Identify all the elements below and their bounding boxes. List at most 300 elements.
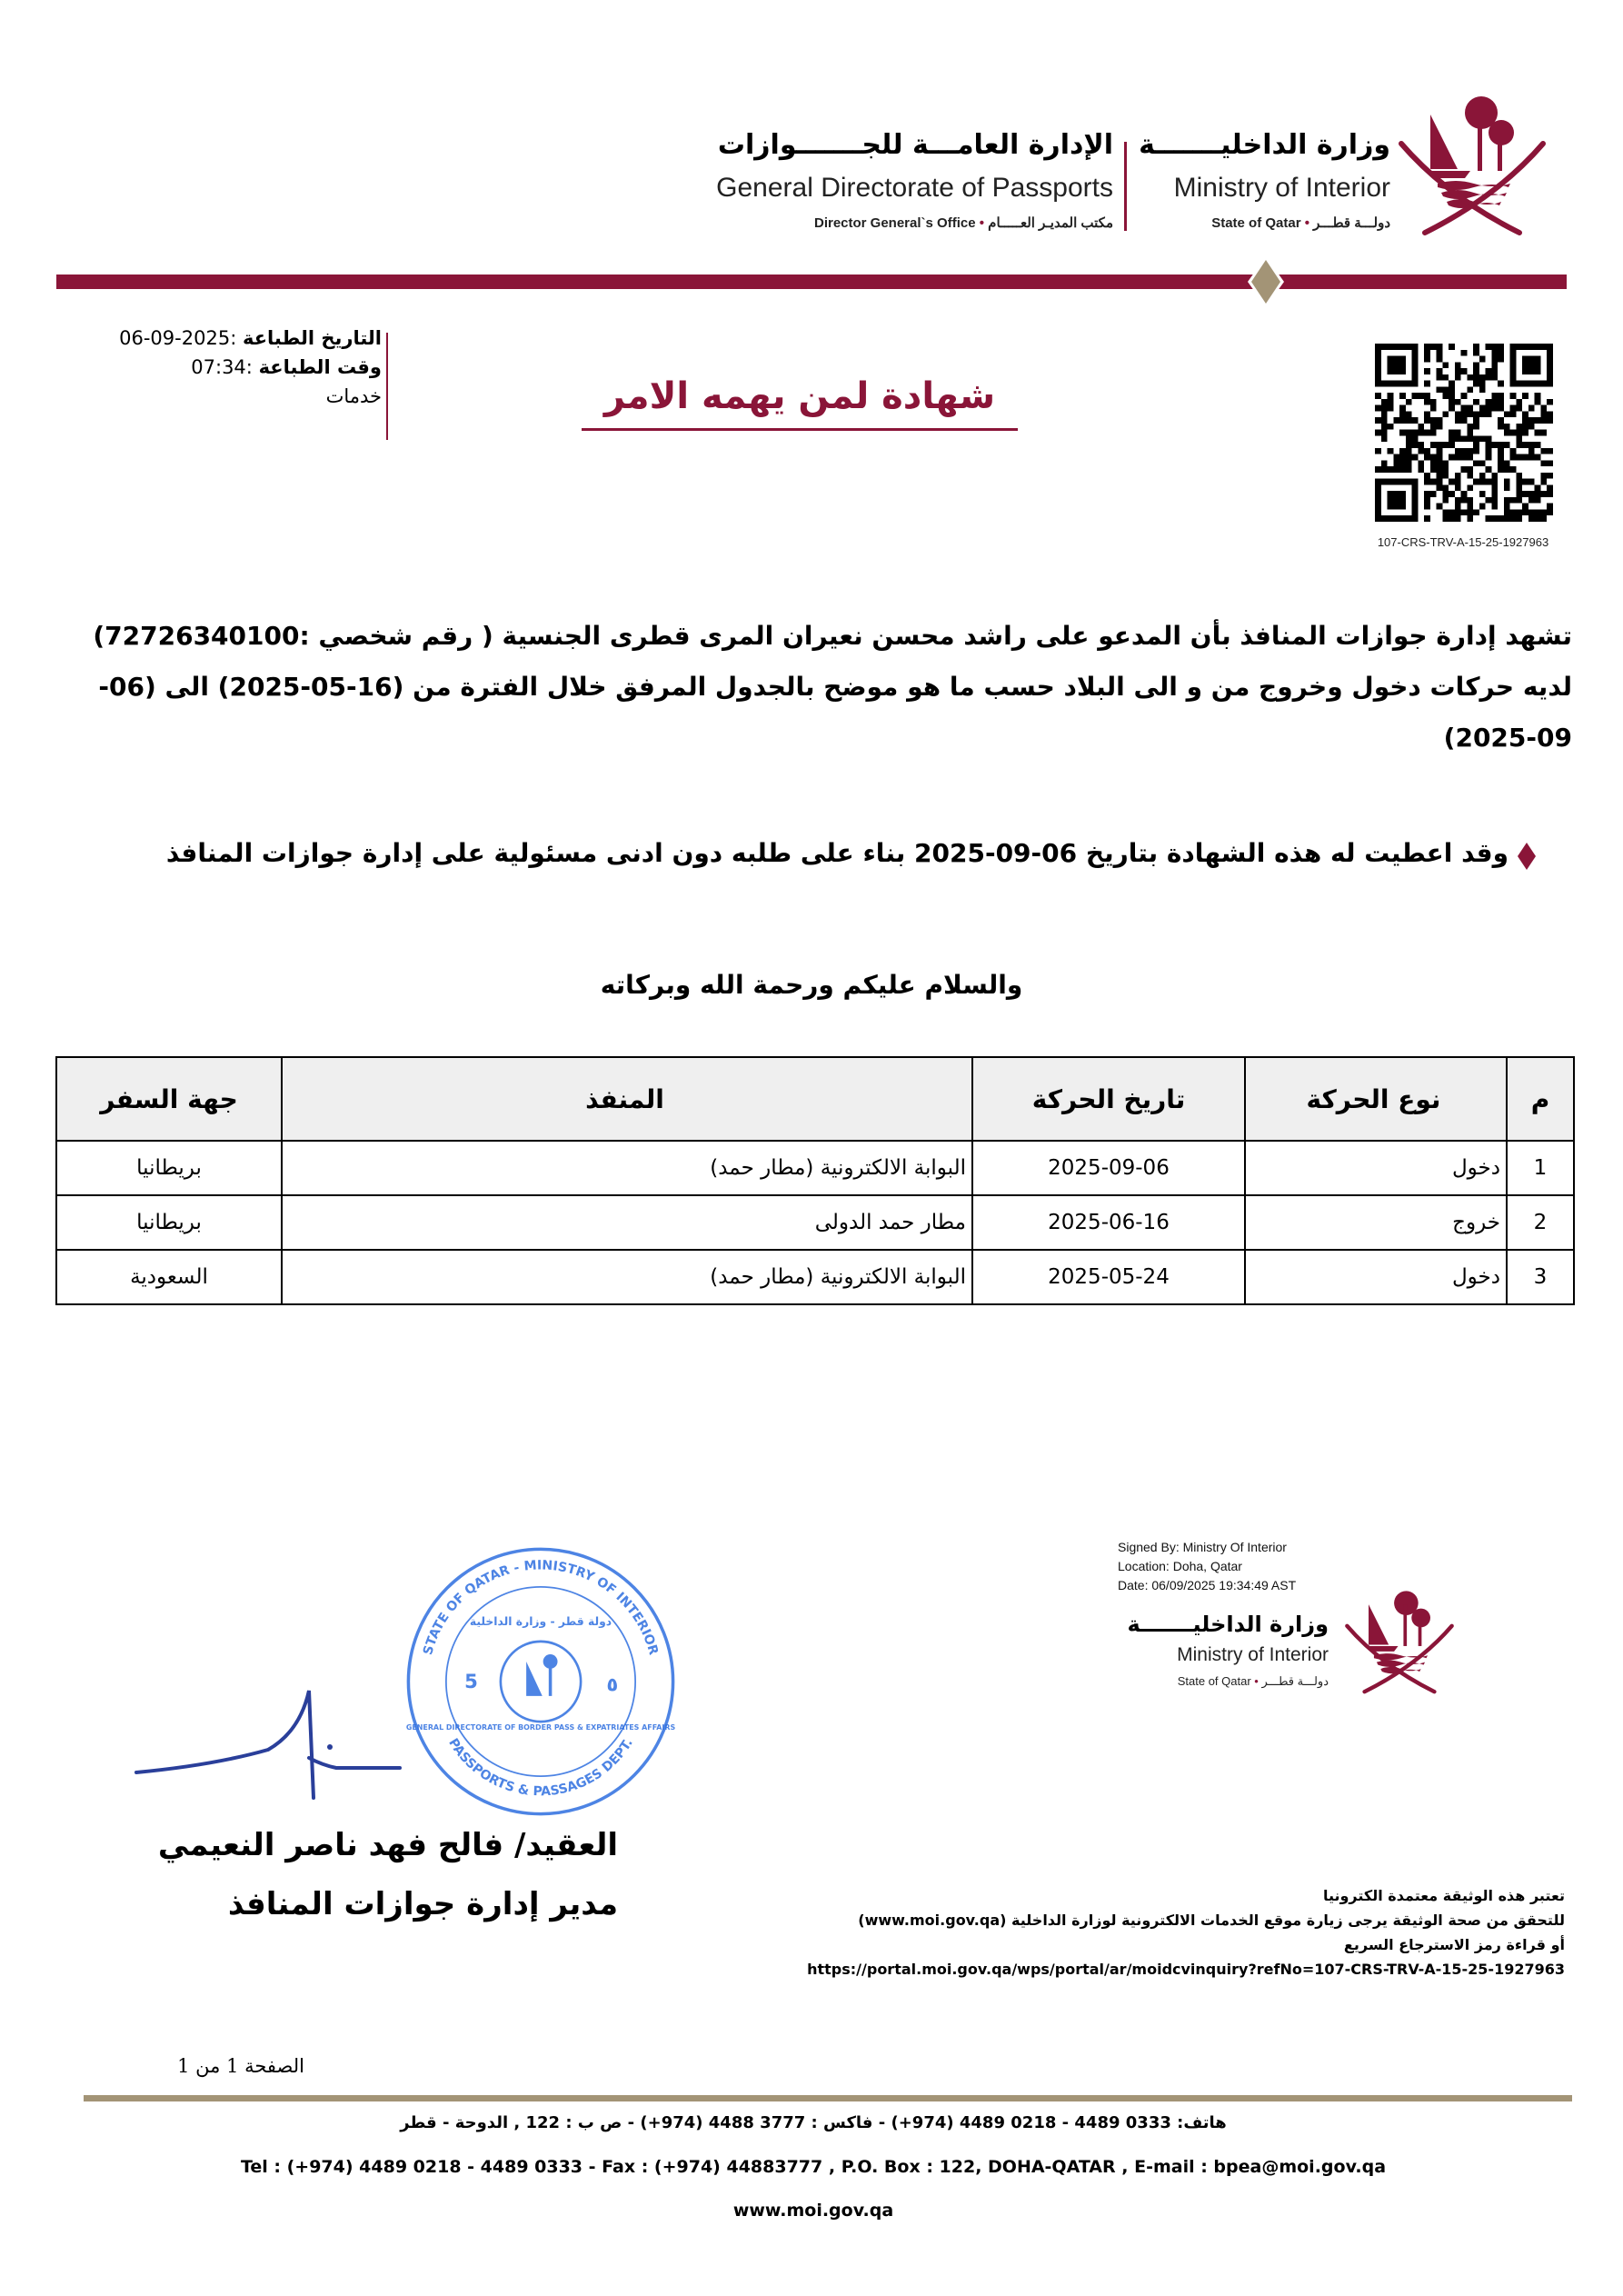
qr-module [1510,405,1517,412]
qr-finder-pattern [1522,356,1540,374]
signature-logo-sub-ar: دولـــة قطـــر [1261,1674,1329,1688]
qr-module [1461,417,1468,424]
qr-module [1504,484,1510,491]
qr-module [1406,460,1412,466]
qr-module [1486,411,1492,417]
qr-module [1424,368,1430,374]
cell-port: البوابة الالكترونية (مطار حمد) [282,1250,972,1304]
qr-module [1504,509,1510,515]
qr-module [1430,424,1437,430]
qr-module [1528,479,1535,485]
header-divider [1124,142,1127,231]
qr-module [1473,399,1479,405]
qr-module [1437,368,1443,374]
qr-module [1473,381,1479,387]
qr-module [1528,405,1535,412]
qr-module [1540,448,1547,454]
qr-module [1461,466,1468,473]
qr-module [1535,442,1541,448]
cell-movement-type: دخول [1245,1250,1507,1304]
qr-module [1473,417,1479,424]
stamp-inner-text [406,1723,676,1732]
qr-module [1491,368,1498,374]
qr-module [1424,393,1430,399]
qr-module [1424,454,1430,461]
qr-module [1430,430,1437,436]
print-date-value: :2025-09-06 [119,327,237,349]
qr-module [1479,479,1486,485]
qr-module [1449,381,1455,387]
qr-module [1479,405,1486,412]
qr-module [1522,479,1528,485]
qr-module [1437,344,1443,350]
qr-module [1516,399,1522,405]
qr-module [1516,430,1522,436]
qr-module [1412,417,1419,424]
qatar-emblem-icon [1392,87,1552,247]
qr-module [1461,350,1468,356]
print-time-value: :07:34 [191,356,253,378]
qr-module [1498,356,1504,363]
qr-module [1491,504,1498,510]
ministry-subtitle-ar: دولـــة قطـــر [1313,215,1390,231]
certificate-paragraph: تشهد إدارة جوازات المنافذ بأن المدعو على راشد محسن نعيران المرى قطرى الجنسية ( رقم شخصي :2726340100‏7) لديه حركات دخول وخروج من و الى البلاد حسب ما هو موضح بالجدول المرفق خلال الفترة من (16-05-2025) الى (06-09-2025) [93,621,1572,753]
verification-url-link[interactable]: https://portal.moi.gov.qa/wps/portal/ar/moidcvinquiry?refNo=107-CRS-TRV-A-15-25-1927963 [807,1961,1565,1978]
officer-title: مدير إدارة جوازات المنافذ [227,1886,618,1922]
col-header-destination: جهة السفر [56,1057,282,1141]
qr-module [1504,466,1510,473]
directorate-name-en: General Directorate of Passports [716,173,1113,203]
qr-module [1498,344,1504,350]
qr-module [1381,399,1388,405]
qr-module [1498,417,1504,424]
qr-module [1437,466,1443,473]
qr-module [1388,466,1394,473]
qr-module [1381,405,1388,412]
qr-module [1455,497,1461,504]
qr-module [1442,484,1449,491]
qr-module [1522,411,1528,417]
ministry-subtitle [1131,215,1390,233]
qr-module [1522,424,1528,430]
qr-module [1473,368,1479,374]
cell-destination: بريطانيا [56,1141,282,1195]
qr-module [1540,473,1547,479]
qr-module [1522,504,1528,510]
qr-module [1491,393,1498,399]
qr-module [1498,454,1504,461]
qr-module [1381,435,1388,442]
qr-module [1473,448,1479,454]
qr-module [1540,515,1547,522]
qr-module [1467,509,1473,515]
qr-module [1437,504,1443,510]
qr-module [1437,350,1443,356]
qr-module [1535,491,1541,497]
qr-module [1498,424,1504,430]
qr-module [1473,509,1479,515]
qr-module [1399,393,1406,399]
qr-module [1442,466,1449,473]
qr-module [1449,430,1455,436]
qr-module [1442,515,1449,522]
qr-module [1388,399,1394,405]
qr-module [1449,399,1455,405]
qr-module [1516,454,1522,461]
qr-module [1430,344,1437,350]
qr-module [1540,491,1547,497]
separator-dot-icon: • [1304,215,1309,231]
qr-module [1388,393,1394,399]
qr-module [1449,393,1455,399]
qr-module [1522,509,1528,515]
qr-module [1535,484,1541,491]
qr-module [1393,454,1399,461]
qr-module [1461,411,1468,417]
qr-module [1461,393,1468,399]
qr-module [1388,448,1394,454]
document-title: شهادة لمن يهمه الامر [603,375,996,417]
qr-module [1535,393,1541,399]
qr-module [1491,374,1498,381]
handwritten-signature [132,1682,404,1800]
qr-module [1449,386,1455,393]
qr-module [1399,417,1406,424]
qr-module [1437,448,1443,454]
qr-module [1406,411,1412,417]
qr-module [1473,435,1479,442]
print-meta [64,324,382,411]
qr-module [1430,399,1437,405]
qr-module [1522,417,1528,424]
col-header-movement-date: تاريخ الحركة [972,1057,1245,1141]
qr-module [1399,454,1406,461]
qr-module [1424,515,1430,522]
qr-module [1491,484,1498,491]
print-date-label: التاريخ الطباعة [242,327,382,349]
ministry-name-en: Ministry of Interior [1173,173,1390,203]
qr-module [1430,460,1437,466]
qr-module [1486,515,1492,522]
qr-module [1522,442,1528,448]
qr-module [1540,509,1547,515]
qr-finder-pattern [1388,491,1406,509]
qr-module [1473,350,1479,356]
qr-module [1498,393,1504,399]
qr-module [1473,411,1479,417]
qr-module [1388,405,1394,412]
qr-module [1455,473,1461,479]
qr-module [1424,350,1430,356]
qr-module [1461,497,1468,504]
qr-module [1473,424,1479,430]
qr-module [1473,460,1479,466]
qr-module [1430,417,1437,424]
col-header-movement-type: نوع الحركة [1245,1057,1507,1141]
qr-module [1393,417,1399,424]
qr-module [1430,442,1437,448]
qr-module [1547,399,1553,405]
qr-module [1437,442,1443,448]
qr-module [1528,417,1535,424]
cell-destination: السعودية [56,1250,282,1304]
qr-module [1437,460,1443,466]
qr-module [1418,466,1424,473]
qr-module [1424,430,1430,436]
qr-module [1393,460,1399,466]
qr-module [1491,515,1498,522]
qr-module [1473,362,1479,368]
qr-module [1510,393,1517,399]
qr-module [1430,491,1437,497]
issued-statement: وقد اعطيت له هذه الشهادة بتاريخ 06-09-2025 بناء على طلبه دون ادنى مسئولية على إدارة جوازات المنافذ [165,838,1508,868]
qr-module [1418,460,1424,466]
qr-module [1381,417,1388,424]
qr-module [1406,399,1412,405]
signature-date: Date: 06/09/2025 19:34:49 AST [1118,1578,1297,1592]
qr-module [1540,460,1547,466]
qr-module [1449,509,1455,515]
qr-module [1455,430,1461,436]
qr-module [1516,435,1522,442]
qr-module [1467,374,1473,381]
qr-module [1455,362,1461,368]
qr-module [1455,479,1461,485]
stamp-bottom-text: PASSPORTS & PASSAGES DEPT. [445,1735,636,1800]
qr-module [1467,454,1473,461]
qr-module [1522,393,1528,399]
qr-module [1437,473,1443,479]
qr-module [1522,454,1528,461]
qr-module [1479,473,1486,479]
qr-module [1455,515,1461,522]
qr-module [1406,448,1412,454]
qr-module [1473,344,1479,350]
qr-module [1461,491,1468,497]
qr-module [1399,448,1406,454]
qr-module [1510,466,1517,473]
qr-module [1479,491,1486,497]
qr-module [1547,448,1553,454]
qr-module [1498,448,1504,454]
qr-module [1479,460,1486,466]
stamp-inner-text-value: GENERAL DIRECTORATE OF BORDER PASS & EXPATRIATES AFFAIRS [405,1722,676,1732]
qr-module [1437,417,1443,424]
qatar-emblem-icon [1340,1583,1459,1703]
qr-module [1375,430,1381,436]
qr-module [1467,473,1473,479]
qr-module [1486,466,1492,473]
qr-module [1491,405,1498,412]
qr-module [1547,484,1553,491]
qr-module [1437,374,1443,381]
col-header-port: المنفذ [282,1057,972,1141]
qr-module [1510,411,1517,417]
qr-module [1461,454,1468,461]
qr-module [1455,484,1461,491]
qr-module [1479,435,1486,442]
signature-logo-sub-en: State of Qatar [1177,1674,1251,1688]
qr-module [1498,460,1504,466]
qr-module [1491,362,1498,368]
qr-module [1437,484,1443,491]
qr-module [1467,466,1473,473]
qr-module [1418,448,1424,454]
qr-module [1442,411,1449,417]
qr-module [1455,417,1461,424]
qr-code-icon[interactable] [1375,344,1553,522]
qr-module [1504,515,1510,522]
qr-module [1455,411,1461,417]
bullet-diamond-icon [1518,843,1536,870]
qr-module [1418,442,1424,448]
qr-module [1437,479,1443,485]
qr-module [1412,393,1419,399]
qr-module [1455,435,1461,442]
qr-module [1540,411,1547,417]
qr-module [1461,509,1468,515]
qr-module [1498,466,1504,473]
qr-module [1504,424,1510,430]
qr-module [1491,344,1498,350]
qr-module [1449,479,1455,485]
qr-module [1455,448,1461,454]
qr-module [1473,374,1479,381]
qr-module [1424,417,1430,424]
col-header-number: م [1507,1057,1574,1141]
table-row [56,1250,1574,1304]
ministry-subtitle-en: State of Qatar [1211,215,1301,231]
digital-signature-info [1118,1538,1336,1595]
cell-number: 3 [1507,1250,1574,1304]
print-date-row [64,324,382,353]
qr-module [1442,442,1449,448]
qr-module [1528,509,1535,515]
qr-module [1381,430,1388,436]
qr-module [1399,466,1406,473]
qr-module [1522,430,1528,436]
qr-module [1467,484,1473,491]
qr-module [1424,381,1430,387]
qr-module [1442,374,1449,381]
qr-module [1540,479,1547,485]
verification-line-3: أو قراءة رمز الاسترجاع السريع [1343,1936,1565,1953]
qr-module [1406,454,1412,461]
qr-module [1467,386,1473,393]
qr-module [1461,435,1468,442]
title-underline [582,428,1018,431]
qr-module [1498,405,1504,412]
cell-movement-date: 2025-09-06 [972,1141,1245,1195]
qr-module [1498,399,1504,405]
qr-module [1473,442,1479,448]
qr-module [1491,491,1498,497]
qr-module [1504,460,1510,466]
qr-module [1418,430,1424,436]
qr-module [1449,442,1455,448]
directorate-name-ar: الإدارة العامـــة للجـــــــوازات [717,129,1113,161]
qr-module [1467,497,1473,504]
qr-module [1412,435,1419,442]
print-time-row [64,353,382,382]
directorate-subtitle [627,215,1113,233]
qr-module [1504,479,1510,485]
signature-logo-subtitle [1090,1672,1329,1691]
qr-finder-pattern [1388,356,1406,374]
qr-module [1510,497,1517,504]
qr-module [1486,344,1492,350]
qr-module [1528,491,1535,497]
qr-module [1516,497,1522,504]
print-time-label: وقت الطباعة [258,356,382,378]
signature-logo-en: Ministry of Interior [1177,1644,1329,1665]
qr-module [1479,504,1486,510]
stamp-number-left: 5 [464,1670,478,1693]
qr-module [1486,497,1492,504]
qr-module [1418,393,1424,399]
qr-module [1388,424,1394,430]
qr-module [1406,442,1412,448]
footer-contact-en: Tel : (+974) 4489 0218 - 4489 0333 - Fax : (+974) 44883777 , P.O. Box : 122, DOHA-QATAR , E-mail : bpea@moi.gov.qa [240,2157,1387,2177]
qr-module [1424,356,1430,363]
verification-note [663,1883,1565,1982]
footer-contact-ar: هاتف: 0333 4489 - 0218 4489 (974+) - فاكس : 3777 4488 (974+) - ص ب : 122 , الدوحة - قطر [400,2113,1227,2132]
signed-by: Signed By: Ministry Of Interior [1118,1540,1287,1554]
qr-module [1375,466,1381,473]
qr-module [1467,424,1473,430]
qr-module [1442,393,1449,399]
qr-module [1442,460,1449,466]
qr-module [1528,497,1535,504]
qr-module [1437,386,1443,393]
signature-logo-ar: وزارة الداخليـــــــة [1127,1612,1329,1637]
qr-module [1528,448,1535,454]
qr-module [1467,411,1473,417]
cell-movement-type: خروج [1245,1195,1507,1250]
qr-module [1442,491,1449,497]
qr-module [1424,448,1430,454]
qr-module [1467,435,1473,442]
qr-module [1424,411,1430,417]
verification-line-2: للتحقق من صحة الوثيقة يرجى زيارة موقع الخدمات الالكترونية لوزارة الداخلية (www.moi.gov.qa) [858,1912,1565,1929]
qr-module [1437,424,1443,430]
page-number: الصفحة 1 من 1 [177,2055,304,2077]
qr-module [1449,491,1455,497]
footer-website-link[interactable]: www.moi.gov.qa [732,2201,894,2221]
qr-module [1442,386,1449,393]
stamp-outer-text: STATE OF QATAR - MINISTRY OF INTERIOR [421,1558,661,1657]
qr-module [1516,484,1522,491]
qr-module [1455,399,1461,405]
qr-module [1424,399,1430,405]
qr-module [1486,405,1492,412]
cell-number: 1 [1507,1141,1574,1195]
qr-module [1540,430,1547,436]
qr-module [1516,491,1522,497]
official-stamp-icon [404,1545,677,1818]
qr-module [1424,497,1430,504]
verification-line-1: تعتبر هذه الوثيقة معتمدة الكترونيا [1322,1887,1565,1904]
qr-module [1516,405,1522,412]
qr-module [1516,473,1522,479]
qr-module [1498,381,1504,387]
svg-text:PASSPORTS & PASSAGES DEPT. [445,1736,636,1799]
qr-module [1412,430,1419,436]
qr-module [1442,509,1449,515]
qr-module [1424,473,1430,479]
qr-module [1430,405,1437,412]
meta-divider [386,333,388,440]
